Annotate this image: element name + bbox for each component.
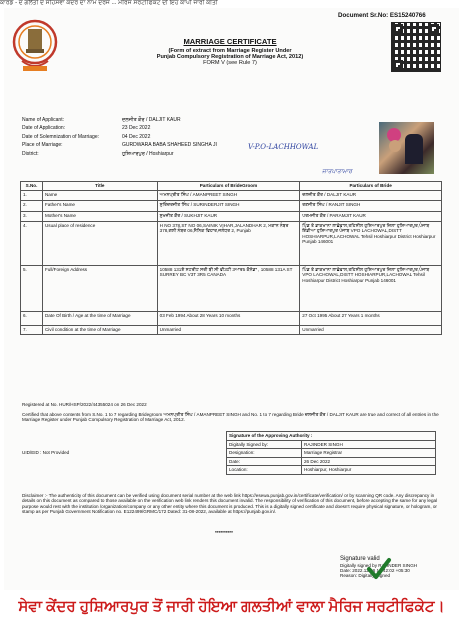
row-sn: 4. xyxy=(21,222,43,266)
particulars-table xyxy=(20,181,442,335)
certified-statement: Certified that above contents from S.No. 1 to 7 regarding Bridegroom ਅਮਨਪ੍ਰੀਤ ਸਿੰਘ / AMANPREET SINGH and No. 1 to 7 regarding Bride ਦਲਜੀਤ ਕੌਰ / DALJIT KAUR are true and correct of all entries in the Marriage Register under Punjab Compulsory Registration of Marriage Act, 2012. xyxy=(22,412,439,423)
top-strip-text: ਕਾਰਡ - ਦੇ ਗਲਤੀ ਦੇ ਸਹਿਸੇਵਾ ਕੇਂਦਰ ਦਾ ਨਾਮ ਦਰਜ ... ਮੈਰਿਜ ਸਰਟੀਫਿਕੇਟ ਦੀ ਇਹ ਕਾਪੀ ਜਾਰੀ ਕੀਤੀ xyxy=(0,0,218,6)
row-sn: 1. xyxy=(21,191,43,201)
row-groom: H NO 378,ST NO 06,SAINIK VIHAR,JALANDHAR 2, ਮਕਾਨ ਨੰਬਰ 378,ਗਲੀ ਨੰਬਰ 06,ਸੈਨਿਕ ਵਿਹਾਰ,ਜਲੰਧਰ 2, Punjab xyxy=(157,222,300,266)
row-title: Date Of Birth / Age at the time of Marriage xyxy=(42,312,157,326)
qr-finder-icon xyxy=(429,24,439,34)
certificate-title: MARRIAGE CERTIFICATE xyxy=(183,37,277,46)
approval-label: Digitally Signed by: xyxy=(227,440,302,449)
table-header: Title xyxy=(42,182,157,191)
separator-stars: ********** xyxy=(215,530,233,535)
qr-finder-icon xyxy=(393,60,403,70)
row-title: Name xyxy=(42,191,157,201)
uid-eid: UID/EID : Not Provided xyxy=(22,450,70,455)
signature-valid-line: Date: 2022.12.26 16:42:02 +05:30 xyxy=(340,568,410,574)
row-groom: 03 Feb 1994 About 28 Years 10 months xyxy=(157,312,300,326)
row-sn: 2. xyxy=(21,201,43,212)
info-label: Date of Solemnization of Marriage: xyxy=(22,133,99,140)
table-header: Particulars of BrideGroom xyxy=(157,182,300,191)
row-bride: ਦਲਜੀਤ ਕੌਰ / DALJIT KAUR xyxy=(300,191,442,201)
table-row xyxy=(21,326,442,335)
approval-table xyxy=(226,431,436,475)
row-title: Usual place of residence xyxy=(42,222,157,266)
approval-label: Designation: xyxy=(227,449,302,458)
table-row xyxy=(21,222,442,266)
table-row xyxy=(21,312,442,326)
table-row xyxy=(21,201,442,212)
couple-photo xyxy=(379,122,434,174)
info-label: Name of Applicant: xyxy=(22,117,64,123)
approval-value: 26 Dec 2022 xyxy=(302,457,436,466)
row-sn: 7. xyxy=(21,326,43,335)
row-bride: ਪਿੰਡ ਤੇ ਡਾਕਖਾਨਾ ਲਾਛੋਵਾਲ,ਤਹਿਸੀਲ ਹੁਸ਼ਿਆਰਪੁਰ ਜ਼ਿਲਾ ਹੁਸ਼ਿਆਰਪੁਰ,ਪੰਜਾਬ ਇੰਡੀਆ ਹੁਸ਼ਿਆਰਪੁਰ ਪੰਜਾਬ VPO LACHOWAL,DISTT HOSHIARPUR,LACHOWAL Tehsil Hoshiarpur District Hoshiarpur Punjab 146001 xyxy=(300,222,442,266)
approval-heading: Signature of the Approving Authority : xyxy=(227,432,436,441)
table-row xyxy=(21,266,442,312)
info-label: Date of Application: xyxy=(22,125,66,132)
table-header: Particulars of Bride xyxy=(300,182,442,191)
info-label: District: xyxy=(22,150,39,157)
row-bride: 27 Oct 1995 About 27 Years 1 months xyxy=(300,312,442,326)
table-header: S.No. xyxy=(21,182,43,191)
row-groom: ਅਮਨਪ੍ਰੀਤ ਸਿੰਘ / AMANPREET SINGH xyxy=(157,191,300,201)
signature-valid-line: Digitally signed by RAJINDER SINGH xyxy=(340,562,418,568)
approval-label: Location: xyxy=(227,466,302,475)
row-groom: Unmarried xyxy=(157,326,300,335)
row-title: Full/Foreign Address xyxy=(42,266,157,312)
info-value: ਦਲਜੀਤ ਕੌਰ / DALJIT KAUR xyxy=(122,117,181,123)
info-value: ਹੁਸ਼ਿਆਰਪੁਰ / Hoshiarpur xyxy=(122,150,174,157)
info-value: 23 Dec 2022 xyxy=(122,125,151,132)
face-shape xyxy=(389,140,401,152)
signature-valid-line: Reason: Digitally Signed xyxy=(340,573,391,579)
info-label: Place of Marriage: xyxy=(22,142,63,149)
disclaimer-text: Disclaimer :- The authenticity of this document can be verified using document serial number at the web link https://esewa.punjab.gov.in/certificate/verification/ or by scanning QR code. Any discrepancy in details on this document as compared to those available on the verification web link renders this document invalid. The responsibility of verification of this document, before accepting the same for any legal purpose would rest with the institution /organization/company or any other entity where this document is produced. This is a digitally signed certificate and doesn't require physical signature, or hologram, or stamp as per Punjab Government Notification no. E122499/GRMC/172 Dated: 31-08-2022, available at https://punjab.gov.in/. xyxy=(22,493,438,514)
table-row xyxy=(21,191,442,201)
approval-label: Date: xyxy=(227,457,302,466)
registration-line: Registered at No. HUR/HSP/2022/44355024 on 26 Dec 2022 xyxy=(22,402,147,407)
row-title: Father's Name xyxy=(42,201,157,212)
state-emblem-icon xyxy=(12,16,58,78)
subtitle-line-3: FORM V (see Rule 7) xyxy=(203,60,257,66)
row-groom: ਸੁਖਜੀਤ ਕੌਰ / SUKHJIT KAUR xyxy=(157,212,300,222)
handwritten-place: V-P.O-LACHHOWAL xyxy=(248,143,319,151)
row-bride: ਪਰਮਜੀਤ ਕੌਰ / PARAMJIT KAUR xyxy=(300,212,442,222)
row-groom: 10588 131ਏ ਸਟਰੀਟ ਸਰੀ ਬੀ ਸੀ ਵੀ3ਟੀ 3ਆਰ5 ਕੈਨੇਡਾ , 10588 131A ST SURREY BC V3T 3R5 CANADA xyxy=(157,266,300,312)
row-title: Mother's Name xyxy=(42,212,157,222)
row-groom: ਸੁਰਿੰਦਰਜੀਤ ਸਿੰਘ / SURINDERJIT SINGH xyxy=(157,201,300,212)
handwritten-note: ਜਾਤਪਾਤਾਮਾਰ xyxy=(322,168,353,175)
info-value: GURDWARA BABA SHAHEED SINGHA JI xyxy=(122,142,217,149)
footer-caption: ਸੇਵਾ ਕੇਂਦਰ ਹੁਸ਼ਿਆਰਪੁਰ ਤੋਂ ਜਾਰੀ ਹੋਇਆ ਗਲਤੀਆਂ ਵਾਲਾ ਮੈਰਿਜ ਸਰਟੀਫਿਕੇਟ। xyxy=(18,598,445,615)
qr-code xyxy=(391,22,441,72)
checkmark-icon xyxy=(366,556,392,582)
subtitle-line-2: Punjab Compulsory Registration of Marriage Act, 2012) xyxy=(156,54,304,60)
row-bride: ਰਣਜੀਤ ਸਿੰਘ / RANJIT SINGH xyxy=(300,201,442,212)
approval-value: Marriage Registrar xyxy=(302,449,436,458)
approval-value: Hoshiarpur, Hoshiarpur xyxy=(302,466,436,475)
row-sn: 3. xyxy=(21,212,43,222)
approval-value: RAJINDER SINGH xyxy=(302,440,436,449)
row-sn: 5. xyxy=(21,266,43,312)
table-row xyxy=(21,212,442,222)
row-sn: 6. xyxy=(21,312,43,326)
row-bride: Unmarried xyxy=(300,326,442,335)
info-value: 04 Dec 2022 xyxy=(122,133,151,140)
signature-valid-title: Signature valid xyxy=(340,556,380,562)
qr-finder-icon xyxy=(393,24,403,34)
person-shape xyxy=(405,134,423,164)
row-title: Civil condition at the time of Marriage xyxy=(42,326,157,335)
row-bride: ਪਿੰਡ ਤੇ ਡਾਕਖਾਨਾ ਲਾਛੋਵਾਲ,ਤਹਿਸੀਲ ਹੁਸ਼ਿਆਰਪੁਰ ਜ਼ਿਲਾ ਹੁਸ਼ਿਆਰਪੁਰ,ਪੰਜਾਬ VPO LACHOWAL,DISTT HOSHIARPUR,LACHOWAL Tehsil Hoshiarpur District Hoshiarpur Punjab 146001 xyxy=(300,266,442,312)
document-serial: Document Sr.No: ES15240766 xyxy=(338,12,426,19)
subtitle-line-1: (Form of extract from Marriage Register Under xyxy=(168,48,292,54)
